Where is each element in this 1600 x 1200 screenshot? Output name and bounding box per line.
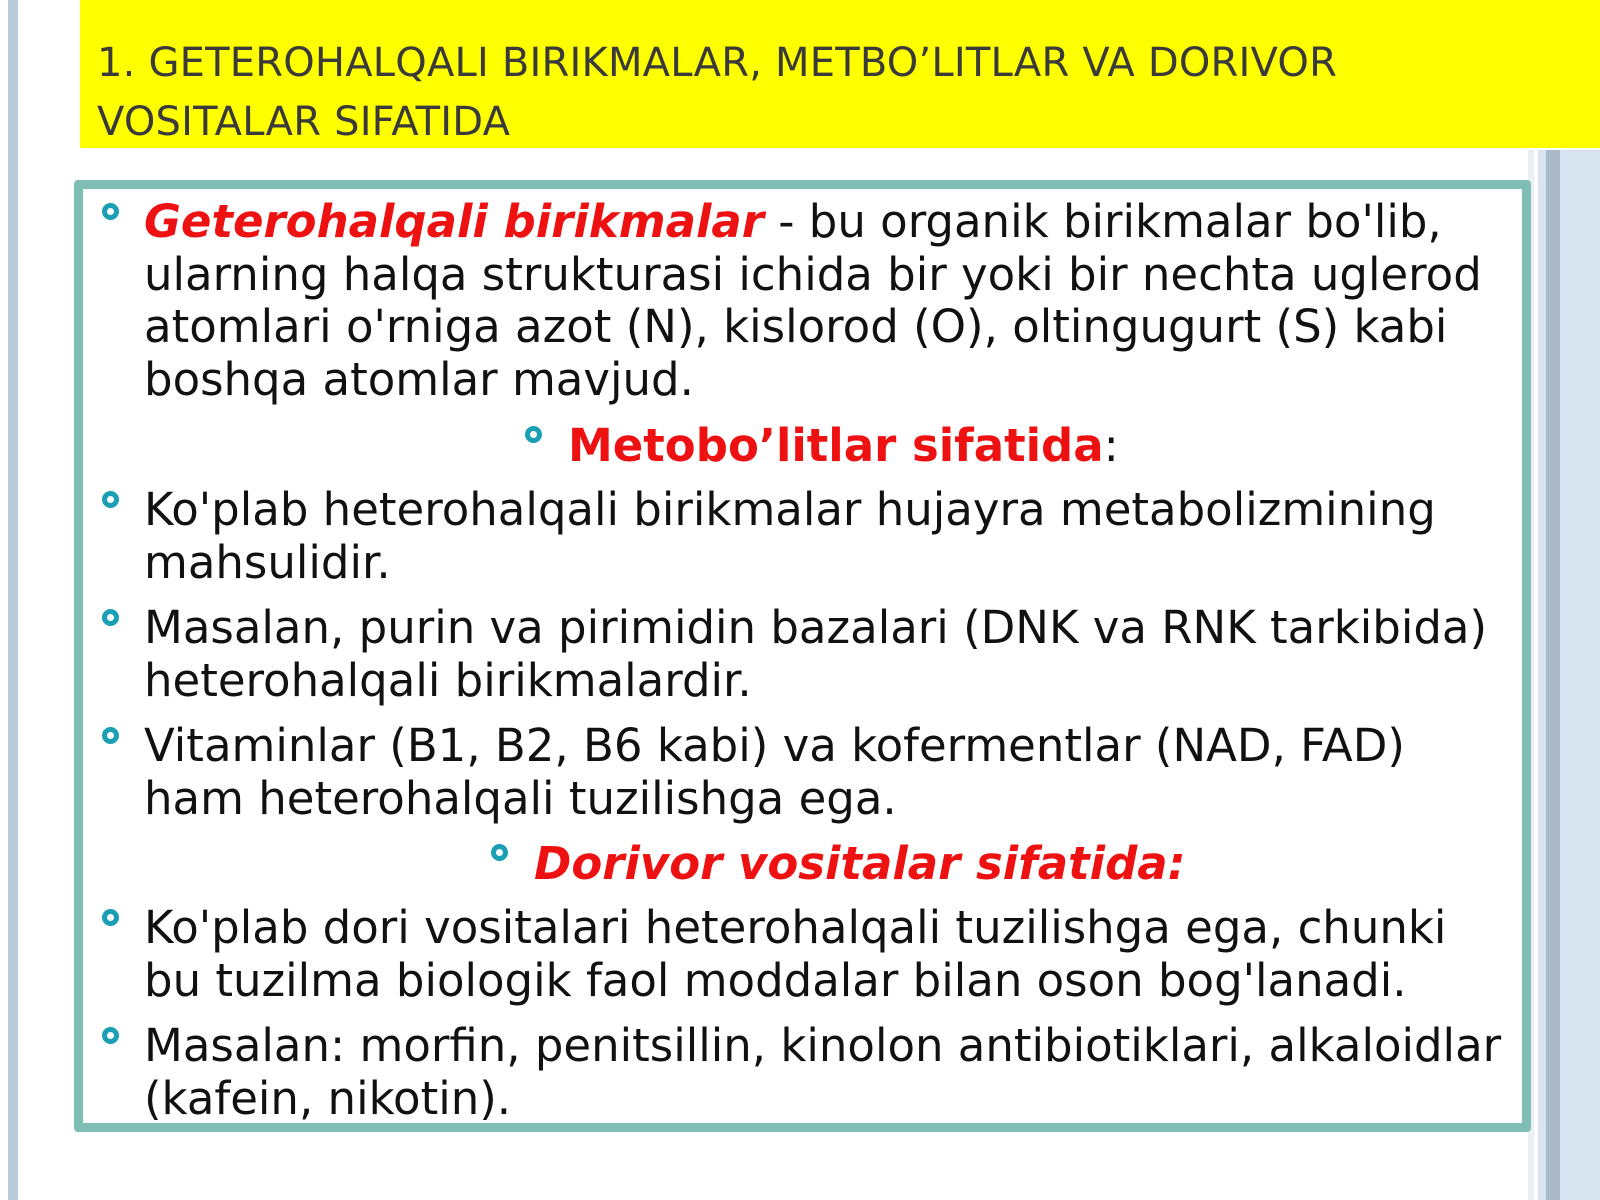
list-item: Masalan, purin va pirimidin bazalari (DNK va RNK tarkibida) heterohalqali birikmalardir. [144,601,1488,707]
drugs-heading [534,838,1186,890]
definition-term: Geterohalqali birikmalar [144,195,764,248]
definition-text: - bu organik birikmalar bo'lib, ularning halqa strukturasi ichida bir yoki bir nechta uglerod atomlari o'rniga azot (N), kislorod (O), oltingugurt (S) kabi boshqa atomlar mavjud. [144,195,1482,406]
slide-title: 1. GETEROHALQALI BIRIKMALAR, METBO’LITLAR VA DORIVOR VOSITALAR SIFATIDA [97,40,1338,145]
circle-bullet-icon [525,426,542,443]
metabolites-heading-suffix: : [1103,419,1119,472]
circle-bullet-icon [102,1027,119,1044]
metabolites-heading [568,420,1119,472]
list-item: Ko'plab dori vositalari heterohalqali tuzilishga ega, chunki bu tuzilma biologik faol moddalar bilan oson bog'lanadi. [144,901,1447,1007]
circle-bullet-icon [102,609,119,626]
list-item: Masalan: morfin, penitsillin, kinolon antibiotiklari, alkaloidlar (kafein, nikotin). [144,1019,1502,1125]
left-decorative-bar [8,0,18,1200]
metabolites-heading-text: Metobo’litlar sifatida [568,419,1104,472]
circle-bullet-icon [102,203,119,220]
circle-bullet-icon [102,491,119,508]
circle-bullet-icon [102,727,119,744]
list-item: Ko'plab heterohalqali birikmalar hujayra metabolizmining mahsulidir. [144,483,1436,589]
circle-bullet-icon [491,844,508,861]
definition-paragraph [144,196,1514,406]
drugs-heading-text: Dorivor vositalar sifatida: [534,837,1186,890]
right-decorative-strip-inner [1546,150,1560,1200]
circle-bullet-icon [102,909,119,926]
list-item: Vitaminlar (B1, B2, B6 kabi) va kofermentlar (NAD, FAD) ham heterohalqali tuzilishga ega. [144,719,1405,825]
